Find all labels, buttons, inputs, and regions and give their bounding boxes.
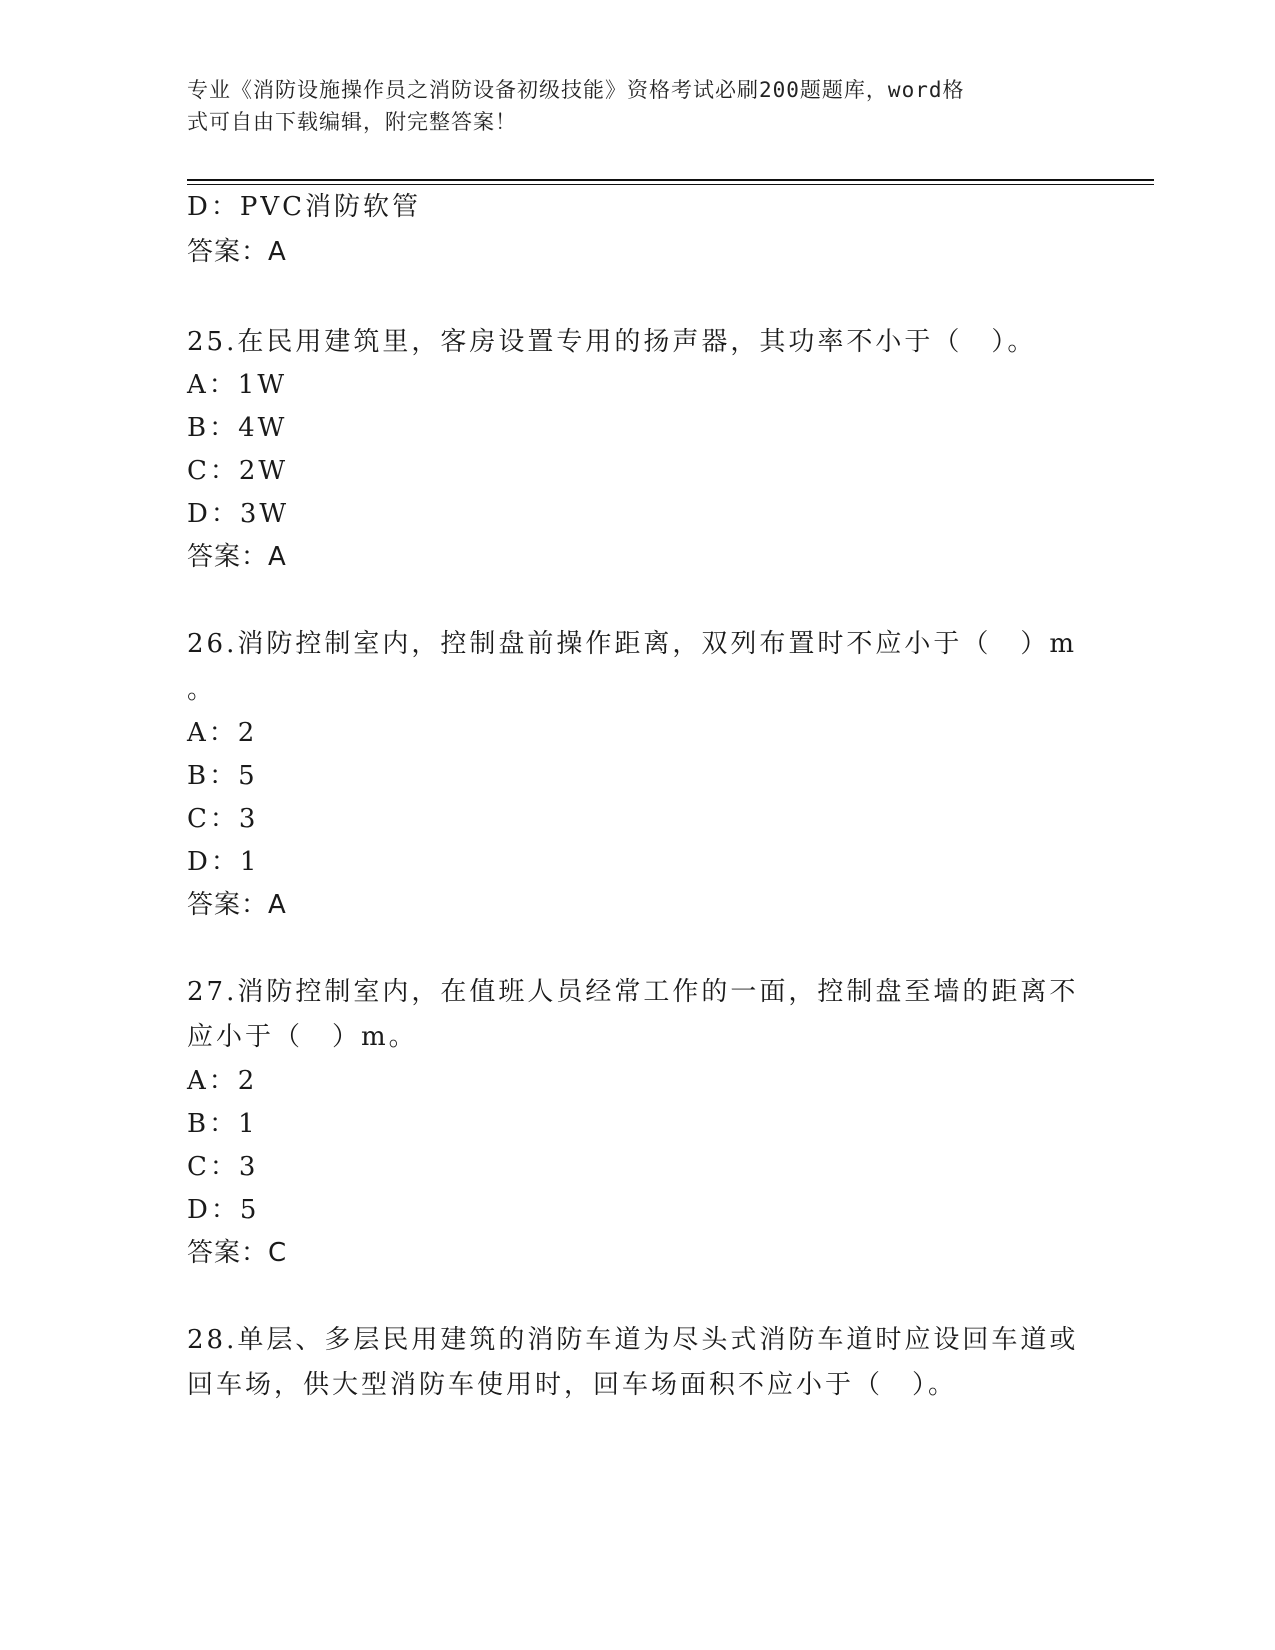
question-stem-continued: 应小于（ ）m。 bbox=[187, 1022, 418, 1052]
document-header bbox=[187, 74, 1077, 138]
header-line-1: 专业《消防设施操作员之消防设备初级技能》资格考试必刷200题题库，word格 bbox=[187, 78, 965, 102]
option-b: B：4W bbox=[187, 413, 288, 443]
option-c: C：3 bbox=[187, 1152, 259, 1182]
option-d: D：3W bbox=[187, 499, 290, 529]
header-line-2: 式可自由下载编辑，附完整答案！ bbox=[187, 110, 517, 134]
option-d: D：PVC消防软管 bbox=[187, 192, 422, 222]
answer-label: 答案：A bbox=[187, 890, 287, 920]
option-a: A：1W bbox=[187, 370, 288, 400]
header-divider-thick bbox=[187, 179, 1154, 181]
option-d: D：5 bbox=[187, 1195, 260, 1225]
option-c: C：3 bbox=[187, 804, 259, 834]
question-stem-continued: 回车场，供大型消防车使用时，回车场面积不应小于（ ）。 bbox=[187, 1370, 958, 1400]
option-d: D：1 bbox=[187, 847, 260, 877]
option-a: A：2 bbox=[187, 718, 258, 748]
question-stem: 26.消防控制室内，控制盘前操作距离，双列布置时不应小于（ ）m bbox=[187, 629, 1078, 659]
header-divider-thin bbox=[187, 184, 1154, 185]
option-a: A：2 bbox=[187, 1066, 258, 1096]
answer-label: 答案：C bbox=[187, 1238, 288, 1268]
answer-label: 答案：A bbox=[187, 542, 287, 572]
option-c: C：2W bbox=[187, 456, 289, 486]
answer-label: 答案：A bbox=[187, 237, 287, 267]
option-b: B：5 bbox=[187, 761, 258, 791]
option-b: B：1 bbox=[187, 1109, 258, 1139]
question-stem: 27.消防控制室内，在值班人员经常工作的一面，控制盘至墙的距离不 bbox=[187, 977, 1079, 1007]
question-stem: 28.单层、多层民用建筑的消防车道为尽头式消防车道时应设回车道或 bbox=[187, 1325, 1079, 1355]
question-stem-continued: 。 bbox=[187, 675, 217, 705]
question-stem: 25.在民用建筑里，客房设置专用的扬声器，其功率不小于（ ）。 bbox=[187, 327, 1037, 357]
